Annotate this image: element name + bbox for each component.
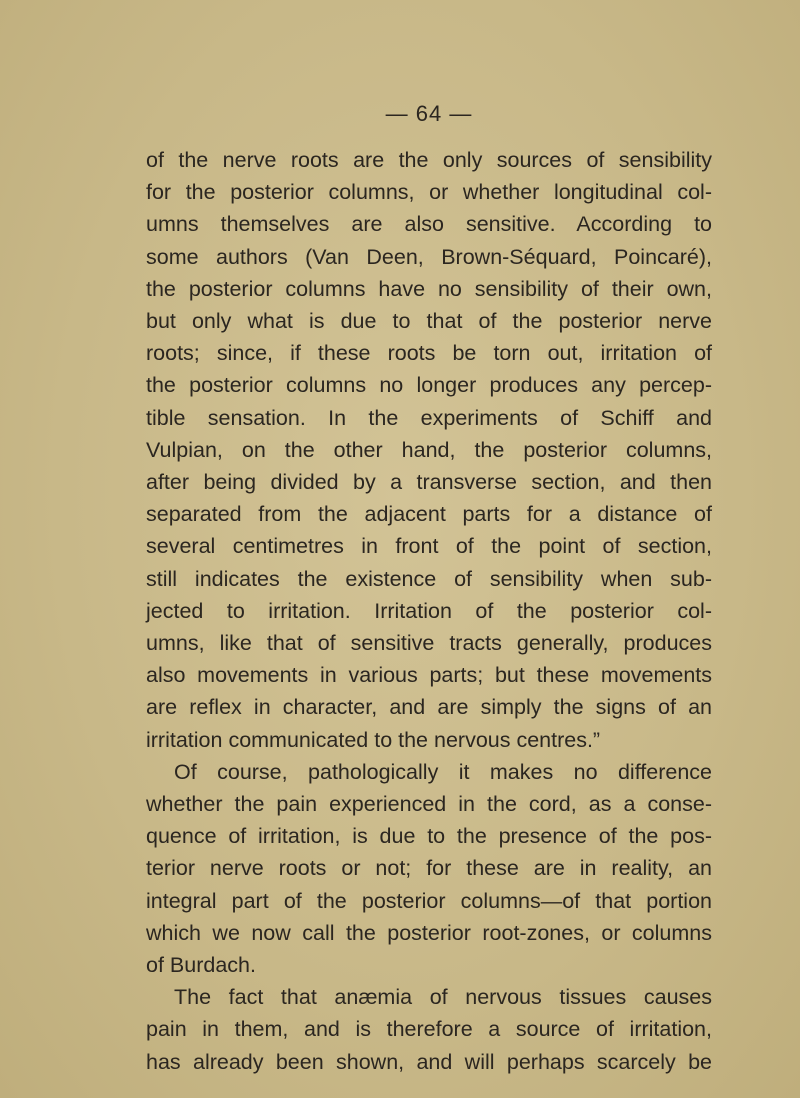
text-line: pain in them, and is therefore a source of irritation, xyxy=(146,1017,712,1042)
paragraph-3 xyxy=(146,981,712,1078)
text-line: for the posterior columns, or whether longitudinal col- xyxy=(146,180,712,205)
text-line: are reflex in character, and are simply the signs of an xyxy=(146,695,712,720)
text-line: of Burdach. xyxy=(146,953,256,978)
text-line: tible sensation. In the experiments of Schiff and xyxy=(146,405,712,430)
page-number: — 64 — xyxy=(385,101,473,126)
paragraph-2 xyxy=(146,756,712,981)
paragraph-1 xyxy=(146,144,712,756)
text-line: terior nerve roots or not; for these are in reality, an xyxy=(146,856,712,881)
text-line: several centimetres in front of the point of section, xyxy=(146,534,712,559)
text-line: some authors (Van Deen, Brown-Séquard, Poincaré), xyxy=(146,244,712,269)
text-line: the posterior columns no longer produces any percep- xyxy=(146,373,712,398)
text-line: still indicates the existence of sensibility when sub- xyxy=(146,566,712,591)
text-line: but only what is due to that of the posterior nerve xyxy=(146,309,712,334)
text-line: umns themselves are also sensitive. According to xyxy=(146,212,712,237)
text-line: Vulpian, on the other hand, the posterior columns, xyxy=(146,437,712,462)
text-line: the posterior columns have no sensibility of their own, xyxy=(146,276,712,301)
book-page xyxy=(146,100,712,1078)
text-line: of the nerve roots are the only sources of sensibility xyxy=(146,148,712,172)
text-line: after being divided by a transverse section, and then xyxy=(146,470,712,495)
text-line: whether the pain experienced in the cord, as a conse- xyxy=(146,792,712,817)
text-line: jected to irritation. Irritation of the posterior col- xyxy=(146,598,712,623)
text-line: which we now call the posterior root-zones, or columns xyxy=(146,920,712,945)
text-line: roots; since, if these roots be torn out, irritation of xyxy=(146,341,712,366)
text-line: irritation communicated to the nervous centres.” xyxy=(146,727,601,752)
text-line: quence of irritation, is due to the presence of the pos- xyxy=(146,824,712,849)
text-line: Of course, pathologically it makes no difference xyxy=(174,759,712,784)
text-line: integral part of the posterior columns—of that portion xyxy=(146,888,712,913)
text-line: also movements in various parts; but these movements xyxy=(146,663,712,688)
text-line: umns, like that of sensitive tracts generally, produces xyxy=(146,631,712,656)
text-line: has already been shown, and will perhaps scarcely be xyxy=(146,1049,712,1074)
text-line: The fact that anæmia of nervous tissues causes xyxy=(174,985,712,1010)
text-line: separated from the adjacent parts for a distance of xyxy=(146,502,712,527)
